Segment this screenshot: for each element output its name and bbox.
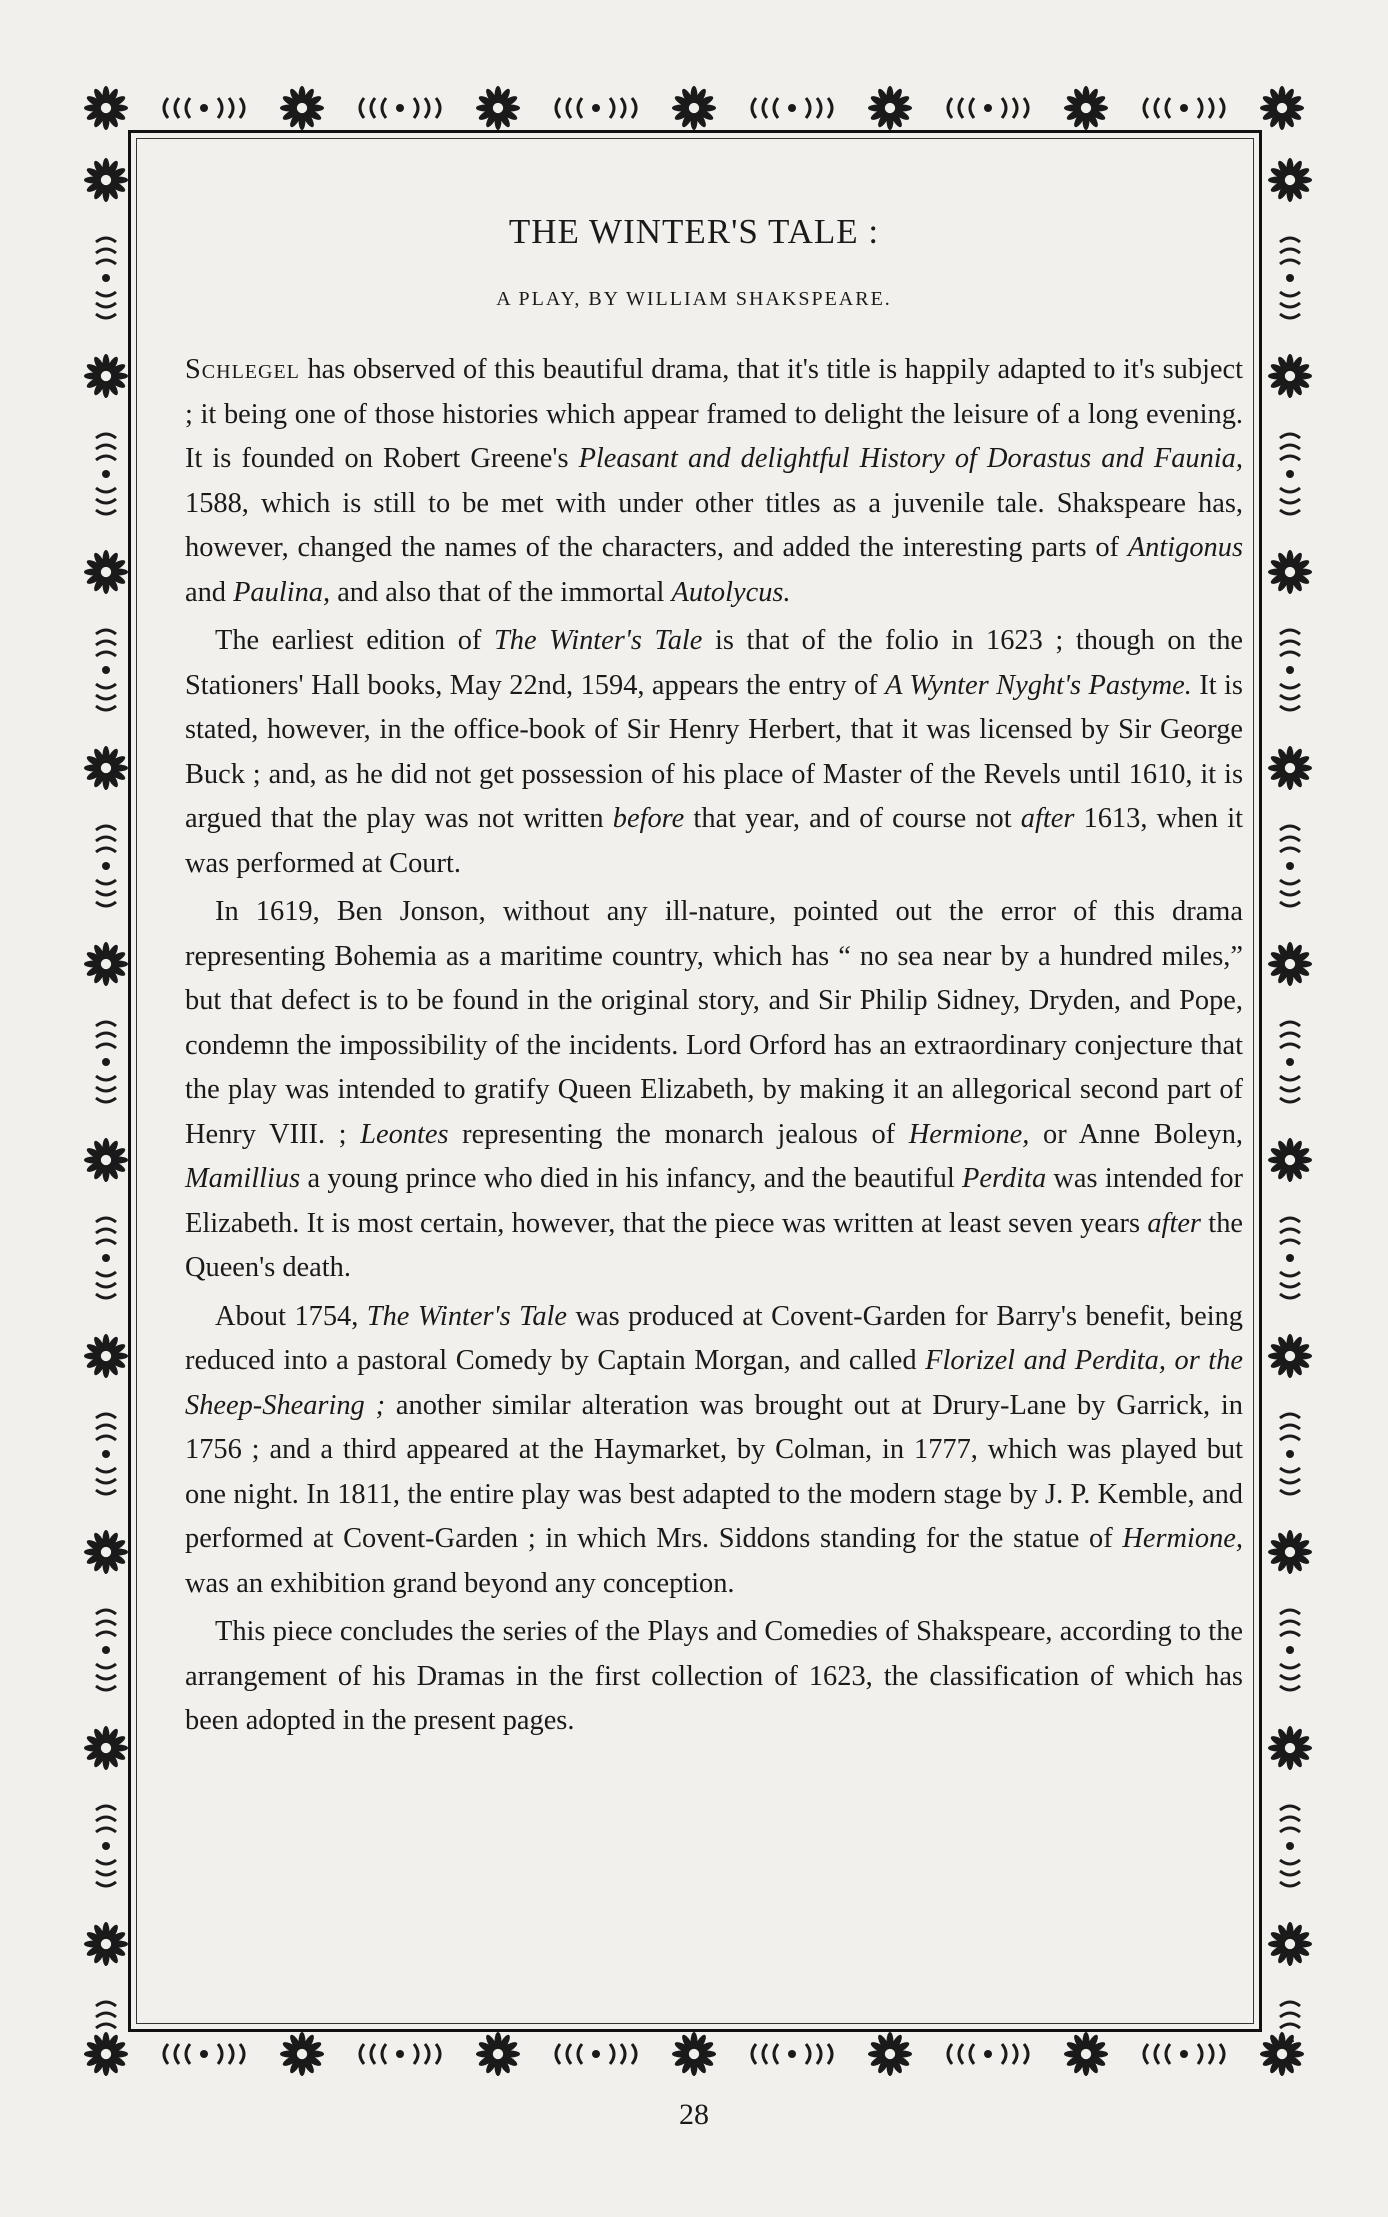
- scroll-ornament: [164, 2044, 244, 2064]
- rosette-ornament: [1268, 1726, 1312, 1770]
- rosette-ornament: [84, 550, 128, 594]
- rosette-ornament: [1268, 746, 1312, 790]
- rosette-ornament: [1268, 354, 1312, 398]
- scroll-ornament: [360, 98, 440, 118]
- rosette-ornament: [84, 1334, 128, 1378]
- ornamental-border-bottom: [78, 2026, 1318, 2082]
- text-run: 1613, when it was performed at Court.: [185, 803, 1243, 879]
- rosette-ornament: [672, 2032, 716, 2076]
- scroll-ornament: [96, 1218, 116, 1298]
- scroll-ornament: [96, 1414, 116, 1494]
- scroll-ornament: [556, 98, 636, 118]
- italic-text: after: [1020, 803, 1075, 834]
- italic-text: before: [612, 803, 685, 834]
- scroll-ornament: [556, 2044, 636, 2064]
- rosette-ornament: [280, 2032, 324, 2076]
- rosette-ornament: [868, 2032, 912, 2076]
- scroll-ornament: [1280, 2002, 1300, 2042]
- rosette-ornament: [84, 1922, 128, 1966]
- italic-text: Mamillius: [185, 1163, 301, 1194]
- rosette-ornament: [84, 746, 128, 790]
- scroll-ornament: [752, 98, 832, 118]
- scroll-ornament: [96, 1022, 116, 1102]
- rosette-ornament: [84, 942, 128, 986]
- page-subtitle: A PLAY, BY WILLIAM SHAKSPEARE.: [496, 288, 892, 310]
- page-title: THE WINTER'S TALE :: [508, 212, 880, 251]
- italic-text: Pleasant and delightful History of Dorastus and Faunia,: [578, 443, 1243, 474]
- text-run: was produced at Covent-Garden for Barry's benefit, being reduced into a pastoral Comedy by Captain Morgan, and called: [185, 1300, 1243, 1376]
- italic-text: Hermione,: [908, 1118, 1030, 1150]
- text-run: About 1754,: [215, 1300, 367, 1332]
- italic-text: after: [1147, 1207, 1201, 1239]
- rosette-ornament: [672, 86, 716, 130]
- rosette-ornament: [1268, 942, 1312, 986]
- scroll-ornament: [1280, 1022, 1300, 1102]
- scroll-ornament: [752, 2044, 832, 2064]
- rosette-ornament: [84, 1530, 128, 1574]
- ornamental-border-right: [1262, 120, 1318, 2042]
- italic-text: Antigonus: [1127, 532, 1243, 563]
- rosette-ornament: [1064, 2032, 1108, 2076]
- text-run: was intended for Elizabeth. It is most certain, however, that the piece was written at least seven years: [185, 1163, 1244, 1239]
- scroll-ornament: [360, 2044, 440, 2064]
- paragraph: [185, 348, 1243, 615]
- ornamental-border-left: [78, 120, 134, 2042]
- rosette-ornament: [84, 158, 128, 202]
- text-run: 1588, which is still to be met with under other titles as a juvenile tale. Shakspeare has, however, changed the names of the characters, and added the interesting parts of: [185, 487, 1243, 563]
- ornamental-border-top: [78, 80, 1318, 136]
- text-run: The earliest edition of: [215, 625, 494, 656]
- italic-text: The Winter's Tale: [493, 625, 703, 656]
- scroll-ornament: [948, 98, 1028, 118]
- rosette-ornament: [84, 1726, 128, 1770]
- italic-text: Autolycus.: [671, 576, 791, 608]
- paragraph: [185, 1295, 1243, 1607]
- rosette-ornament: [84, 354, 128, 398]
- scroll-ornament: [1280, 1610, 1300, 1690]
- body-text: [185, 348, 1243, 1748]
- scroll-ornament: [948, 2044, 1028, 2064]
- text-run: the Queen's death.: [185, 1207, 1243, 1283]
- scroll-ornament: [96, 1610, 116, 1690]
- text-run: This piece concludes the series of the Plays and Comedies of Shakspeare, according to the arrangement of his Dramas in the first collection of 1623, the classification of which has been adopted in the present pages.: [185, 1616, 1243, 1736]
- italic-text: Perdita: [962, 1163, 1047, 1194]
- rosette-ornament: [1268, 158, 1312, 202]
- text-run: a young prince who died in his infancy, and the beautiful: [300, 1163, 963, 1194]
- scroll-ornament: [1280, 1414, 1300, 1494]
- rosette-ornament: [1268, 1334, 1312, 1378]
- text-run: another similar alteration was brought out at Drury-Lane by Garrick, in 1756 ; and a third appeared at the Haymarket, by Colman, in 1777, which was played but one night. In 1811, the entire play was best adapted to the modern stage by J. P. Kemble, and performed at Covent-Garden ; in which Mrs. Siddons standing for the statue of: [185, 1389, 1243, 1554]
- text-run: is that of the folio in 1623 ; though on the Stationers' Hall books, May 22nd, 1594, appears the entry of: [185, 625, 1243, 701]
- italic-text: Hermione,: [1122, 1523, 1243, 1554]
- small-caps-text: Schlegel: [185, 354, 300, 385]
- text-run: and: [185, 576, 234, 608]
- scroll-ornament: [164, 98, 244, 118]
- scroll-ornament: [96, 2002, 116, 2042]
- italic-text: Leontes: [360, 1118, 449, 1150]
- text-run: that year, and of course not: [684, 803, 1021, 834]
- paragraph: [185, 890, 1243, 1291]
- text-run: was an exhibition grand beyond any conception.: [185, 1567, 735, 1599]
- rosette-ornament: [1268, 1922, 1312, 1966]
- scroll-ornament: [1144, 2044, 1224, 2064]
- paragraph: [185, 619, 1243, 886]
- scroll-ornament: [1280, 630, 1300, 710]
- text-run: representing the monarch jealous of: [448, 1118, 909, 1150]
- scroll-ornament: [1280, 826, 1300, 906]
- italic-text: Paulina,: [233, 576, 331, 608]
- text-run: It is stated, however, in the office-book of Sir Henry Herbert, that it was licensed by Sir George Buck ; and, as he did not get possession of his place of Master of the Revels until 1610, it is argued that the play was not written: [185, 669, 1243, 834]
- page-number: 28: [679, 2098, 709, 2131]
- scroll-ornament: [96, 434, 116, 514]
- rosette-ornament: [280, 86, 324, 130]
- scroll-ornament: [96, 826, 116, 906]
- rosette-ornament: [476, 2032, 520, 2076]
- rosette-ornament: [1064, 86, 1108, 130]
- rosette-ornament: [84, 1138, 128, 1182]
- text-run: and also that of the immortal: [330, 576, 672, 608]
- text-run: or Anne Boleyn,: [1029, 1118, 1243, 1150]
- text-run: In 1619, Ben Jonson, without any ill-nature, pointed out the error of this drama representing Bohemia as a maritime country, which has “ no sea near by a hundred miles,” but that defect is to be found in the original story, and Sir Philip Sidney, Dryden, and Pope, condemn the impossibility of the incidents. Lord Orford has an extraordinary conjecture that the play was intended to gratify Queen Elizabeth, by making it an allegorical second part of Henry VIII. ;: [185, 896, 1243, 1150]
- italic-text: A Wynter Nyght's Pastyme.: [885, 669, 1192, 701]
- scroll-ornament: [96, 1806, 116, 1886]
- scroll-ornament: [1280, 1218, 1300, 1298]
- rosette-ornament: [476, 86, 520, 130]
- text-run: has observed of this beautiful drama, that it's title is happily adapted to it's subject ; it being one of those histories which appear framed to delight the leisure of a long evening. It is founded on Robert Greene's: [185, 354, 1243, 474]
- paragraph: [185, 1610, 1243, 1744]
- scroll-ornament: [1280, 434, 1300, 514]
- italic-text: The Winter's Tale: [366, 1300, 568, 1332]
- rosette-ornament: [1268, 1138, 1312, 1182]
- scroll-ornament: [96, 630, 116, 710]
- rosette-ornament: [1268, 1530, 1312, 1574]
- italic-text: Florizel and Perdita, or the Sheep-Shearing ;: [185, 1345, 1243, 1421]
- scroll-ornament: [1144, 98, 1224, 118]
- rosette-ornament: [1268, 550, 1312, 594]
- rosette-ornament: [868, 86, 912, 130]
- scroll-ornament: [1280, 1806, 1300, 1886]
